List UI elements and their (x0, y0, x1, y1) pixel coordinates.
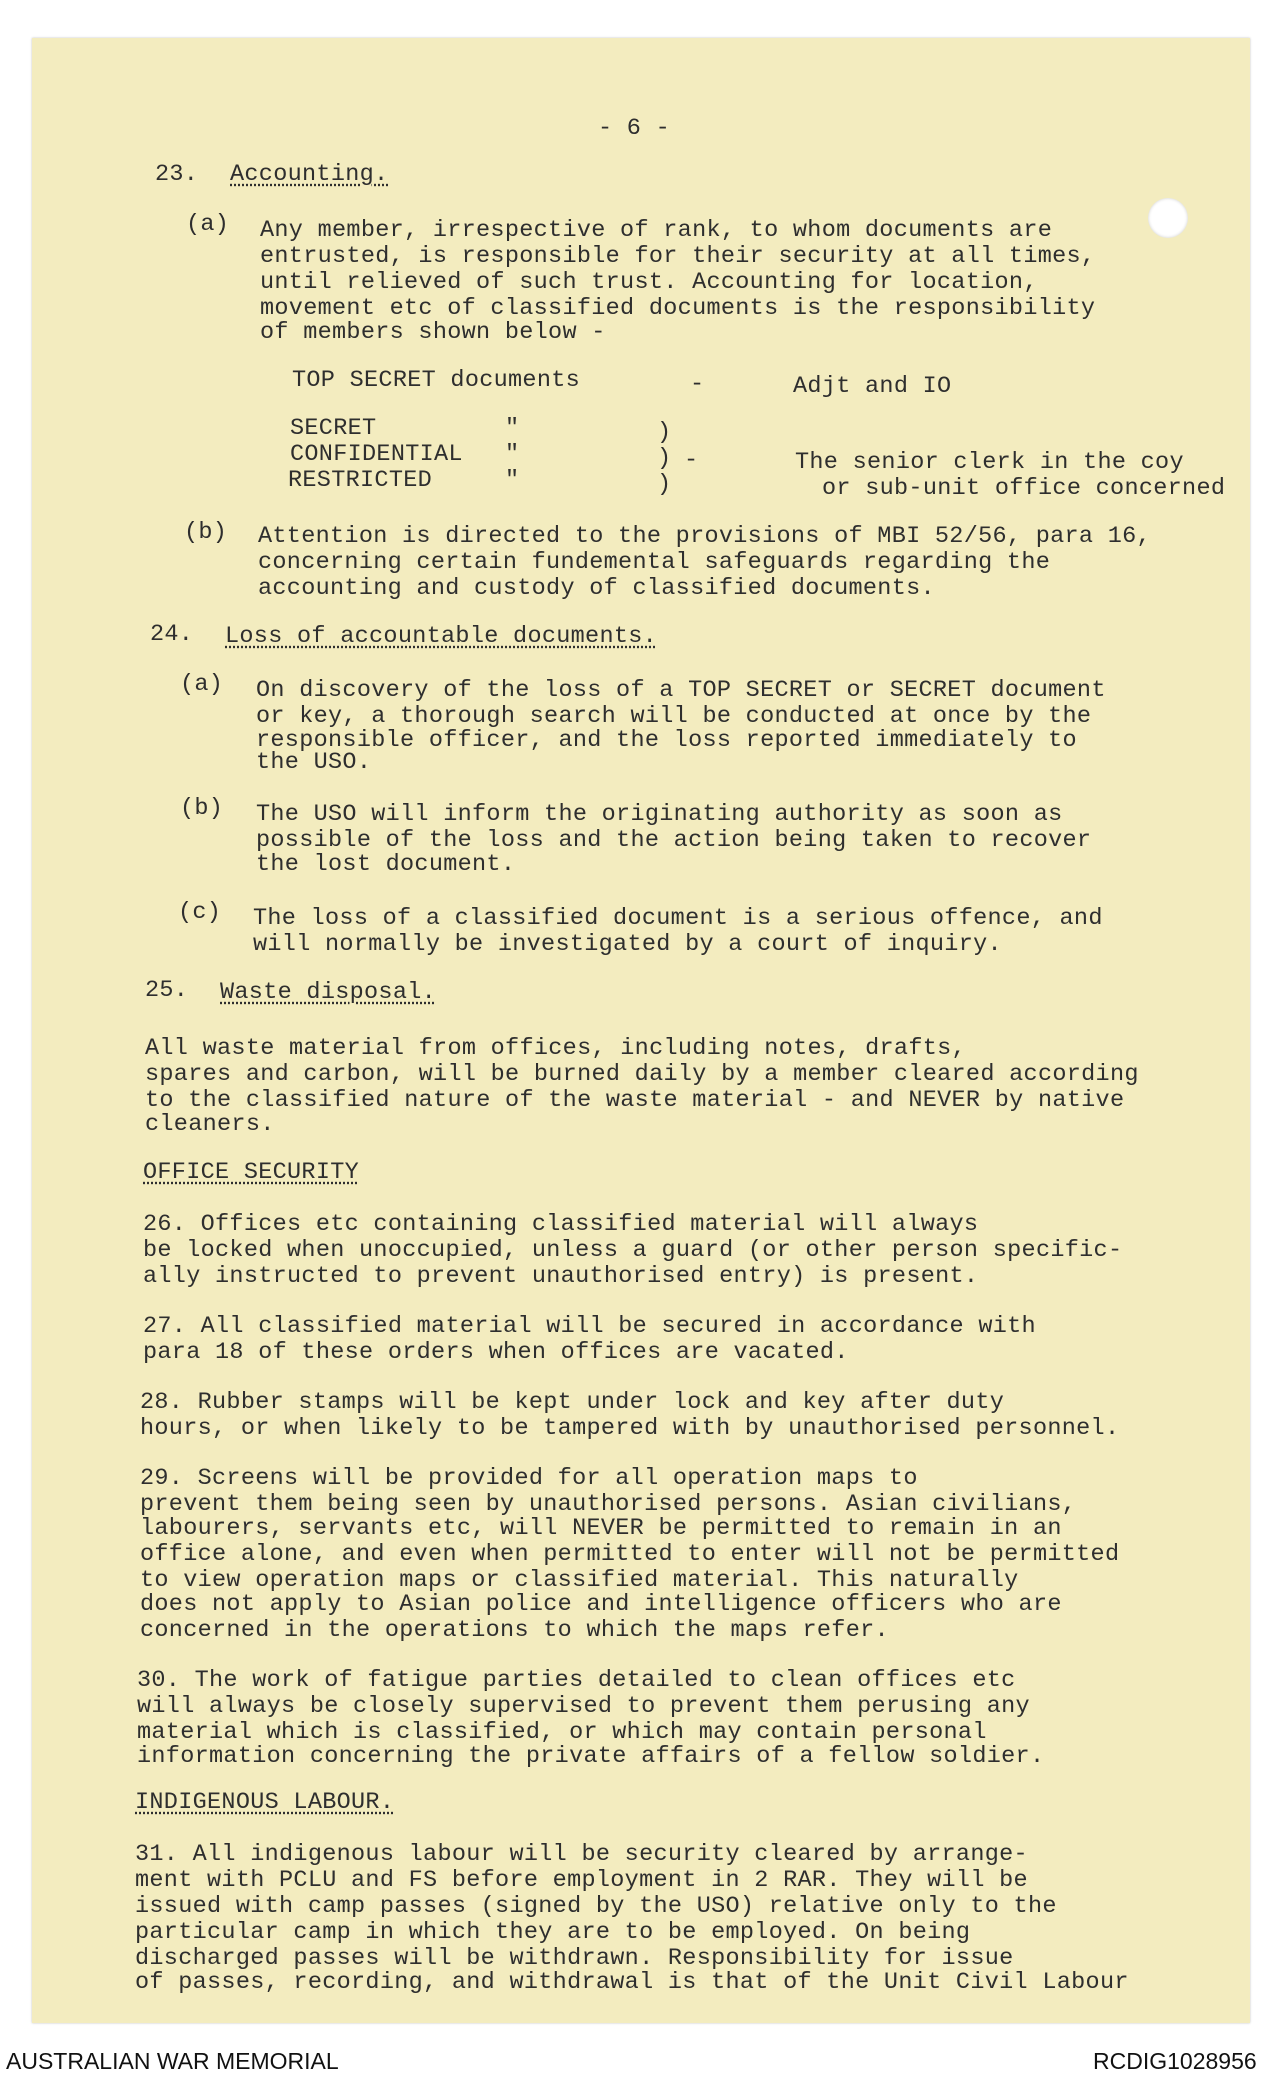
top-secret-dash: - (690, 371, 705, 398)
section-24b-line-3: the lost document. (256, 851, 516, 878)
section-24b-line-2: possible of the loss and the action being taken to recover (256, 827, 1092, 854)
section-23a-label: (a) (186, 211, 230, 238)
section-23b-label: (b) (184, 519, 228, 546)
para-31-line-1: 31. All indigenous labour will be security cleared by arrange- (135, 1841, 1028, 1868)
ditto-3: " (505, 467, 520, 494)
section-24c-line-1: The loss of a classified document is a serious offence, and (253, 905, 1103, 932)
section-25-line-1: All waste material from offices, including notes, drafts, (145, 1035, 966, 1062)
section-23a-line-2: entrusted, is responsible for their security at all times, (260, 243, 1096, 270)
section-24a-line-2: or key, a thorough search will be conducted at once by the (256, 703, 1092, 730)
adjt-io: Adjt and IO (793, 373, 952, 400)
ditto-1: " (505, 415, 520, 442)
footer-source: AUSTRALIAN WAR MEMORIAL (6, 2048, 339, 2074)
para-29-line-2: prevent them being seen by unauthorised persons. Asian civilians, (140, 1491, 1077, 1518)
section-24b-line-1: The USO will inform the originating authority as soon as (256, 801, 1063, 828)
section-23a-line-5: of members shown below - (260, 319, 606, 346)
para-30-line-4: information concerning the private affairs of a fellow soldier. (137, 1743, 1045, 1770)
section-25-heading: Waste disposal. (220, 979, 437, 1006)
section-24-heading: Loss of accountable documents. (225, 623, 658, 650)
secret-row: SECRET (290, 415, 377, 442)
para-29-line-1: 29. Screens will be provided for all operation maps to (140, 1465, 918, 1492)
para-31-line-5: discharged passes will be withdrawn. Responsibility for issue (135, 1945, 1014, 1972)
bracket-3: ) (657, 471, 672, 498)
para-30-line-3: material which is classified, or which may contain personal (137, 1719, 987, 1746)
section-23a-line-3: until relieved of such trust. Accounting for location, (260, 269, 1038, 296)
para-30-line-2: will always be closely supervised to prevent them perusing any (137, 1693, 1030, 1720)
para-30-line-1: 30. The work of fatigue parties detailed to clean offices etc (137, 1667, 1016, 1694)
confidential-row: CONFIDENTIAL (290, 441, 463, 468)
section-24b-label: (b) (180, 795, 224, 822)
para-31-line-6: of passes, recording, and withdrawal is that of the Unit Civil Labour (135, 1969, 1129, 1996)
para-28-line-1: 28. Rubber stamps will be kept under lock and key after duty (140, 1389, 1005, 1416)
para-31-line-2: ment with PCLU and FS before employment in 2 RAR. They will be (135, 1867, 1028, 1894)
section-23-heading: Accounting. (230, 161, 389, 188)
ditto-2: " (505, 441, 520, 468)
restricted-row: RESTRICTED (288, 467, 433, 494)
para-26-line-1: 26. Offices etc containing classified material will always (143, 1211, 979, 1238)
section-25-line-4: cleaners. (145, 1111, 275, 1138)
para-26-line-3: ally instructed to prevent unauthorised entry) is present. (143, 1263, 979, 1290)
section-24a-line-3: responsible officer, and the loss reported immediately to (256, 727, 1077, 754)
section-23a-line-1: Any member, irrespective of rank, to whom documents are (260, 217, 1053, 244)
bracket-2: ) (657, 445, 672, 472)
section-25-number: 25. (145, 977, 189, 1004)
section-23b-line-3: accounting and custody of classified documents. (258, 575, 935, 602)
footer-record-id: RCDIG1028956 (1093, 2048, 1257, 2074)
para-29-line-5: to view operation maps or classified material. This naturally (140, 1567, 1019, 1594)
para-29-line-4: office alone, and even when permitted to enter will not be permitted (140, 1541, 1120, 1568)
para-27-line-1: 27. All classified material will be secured in accordance with (143, 1313, 1036, 1340)
para-27-line-2: para 18 of these orders when offices are vacated. (143, 1339, 849, 1366)
para-28-line-2: hours, or when likely to be tampered with by unauthorised personnel. (140, 1415, 1120, 1442)
section-23-number: 23. (155, 161, 199, 188)
section-24a-line-1: On discovery of the loss of a TOP SECRET or SECRET document (256, 677, 1106, 704)
bracket-1: ) (657, 419, 672, 446)
senior-clerk-line-1: The senior clerk in the coy (795, 449, 1184, 476)
indigenous-labour-heading: INDIGENOUS LABOUR. (135, 1789, 395, 1816)
section-23b-line-2: concerning certain fundemental safeguards regarding the (258, 549, 1051, 576)
section-24c-label: (c) (178, 899, 222, 926)
para-26-line-2: be locked when unoccupied, unless a guard (or other person specific- (143, 1237, 1123, 1264)
senior-clerk-line-2: or sub-unit office concerned (822, 475, 1226, 502)
section-24-number: 24. (150, 621, 194, 648)
para-31-line-4: particular camp in which they are to be employed. On being (135, 1919, 971, 1946)
section-24a-line-4: the USO. (256, 749, 372, 776)
office-security-heading: OFFICE SECURITY (143, 1159, 360, 1186)
punch-hole (1148, 198, 1188, 238)
top-secret-row: TOP SECRET documents (292, 367, 581, 394)
para-29-line-6: does not apply to Asian police and intelligence officers who are (140, 1591, 1062, 1618)
section-25-line-3: to the classified nature of the waste material - and NEVER by native (145, 1087, 1125, 1114)
section-23a-line-4: movement etc of classified documents is the responsibility (260, 295, 1096, 322)
para-31-line-3: issued with camp passes (signed by the USO) relative only to the (135, 1893, 1057, 1920)
grouped-dash: - (684, 447, 699, 474)
para-29-line-3: labourers, servants etc, will NEVER be permitted to remain in an (140, 1515, 1062, 1542)
section-25-line-2: spares and carbon, will be burned daily by a member cleared according (145, 1061, 1139, 1088)
section-24a-label: (a) (180, 671, 224, 698)
section-24c-line-2: will normally be investigated by a court of inquiry. (253, 931, 1002, 958)
page-number: - 6 - (598, 115, 671, 142)
para-29-line-7: concerned in the operations to which the maps refer. (140, 1617, 889, 1644)
section-23b-line-1: Attention is directed to the provisions of MBI 52/56, para 16, (258, 523, 1151, 550)
